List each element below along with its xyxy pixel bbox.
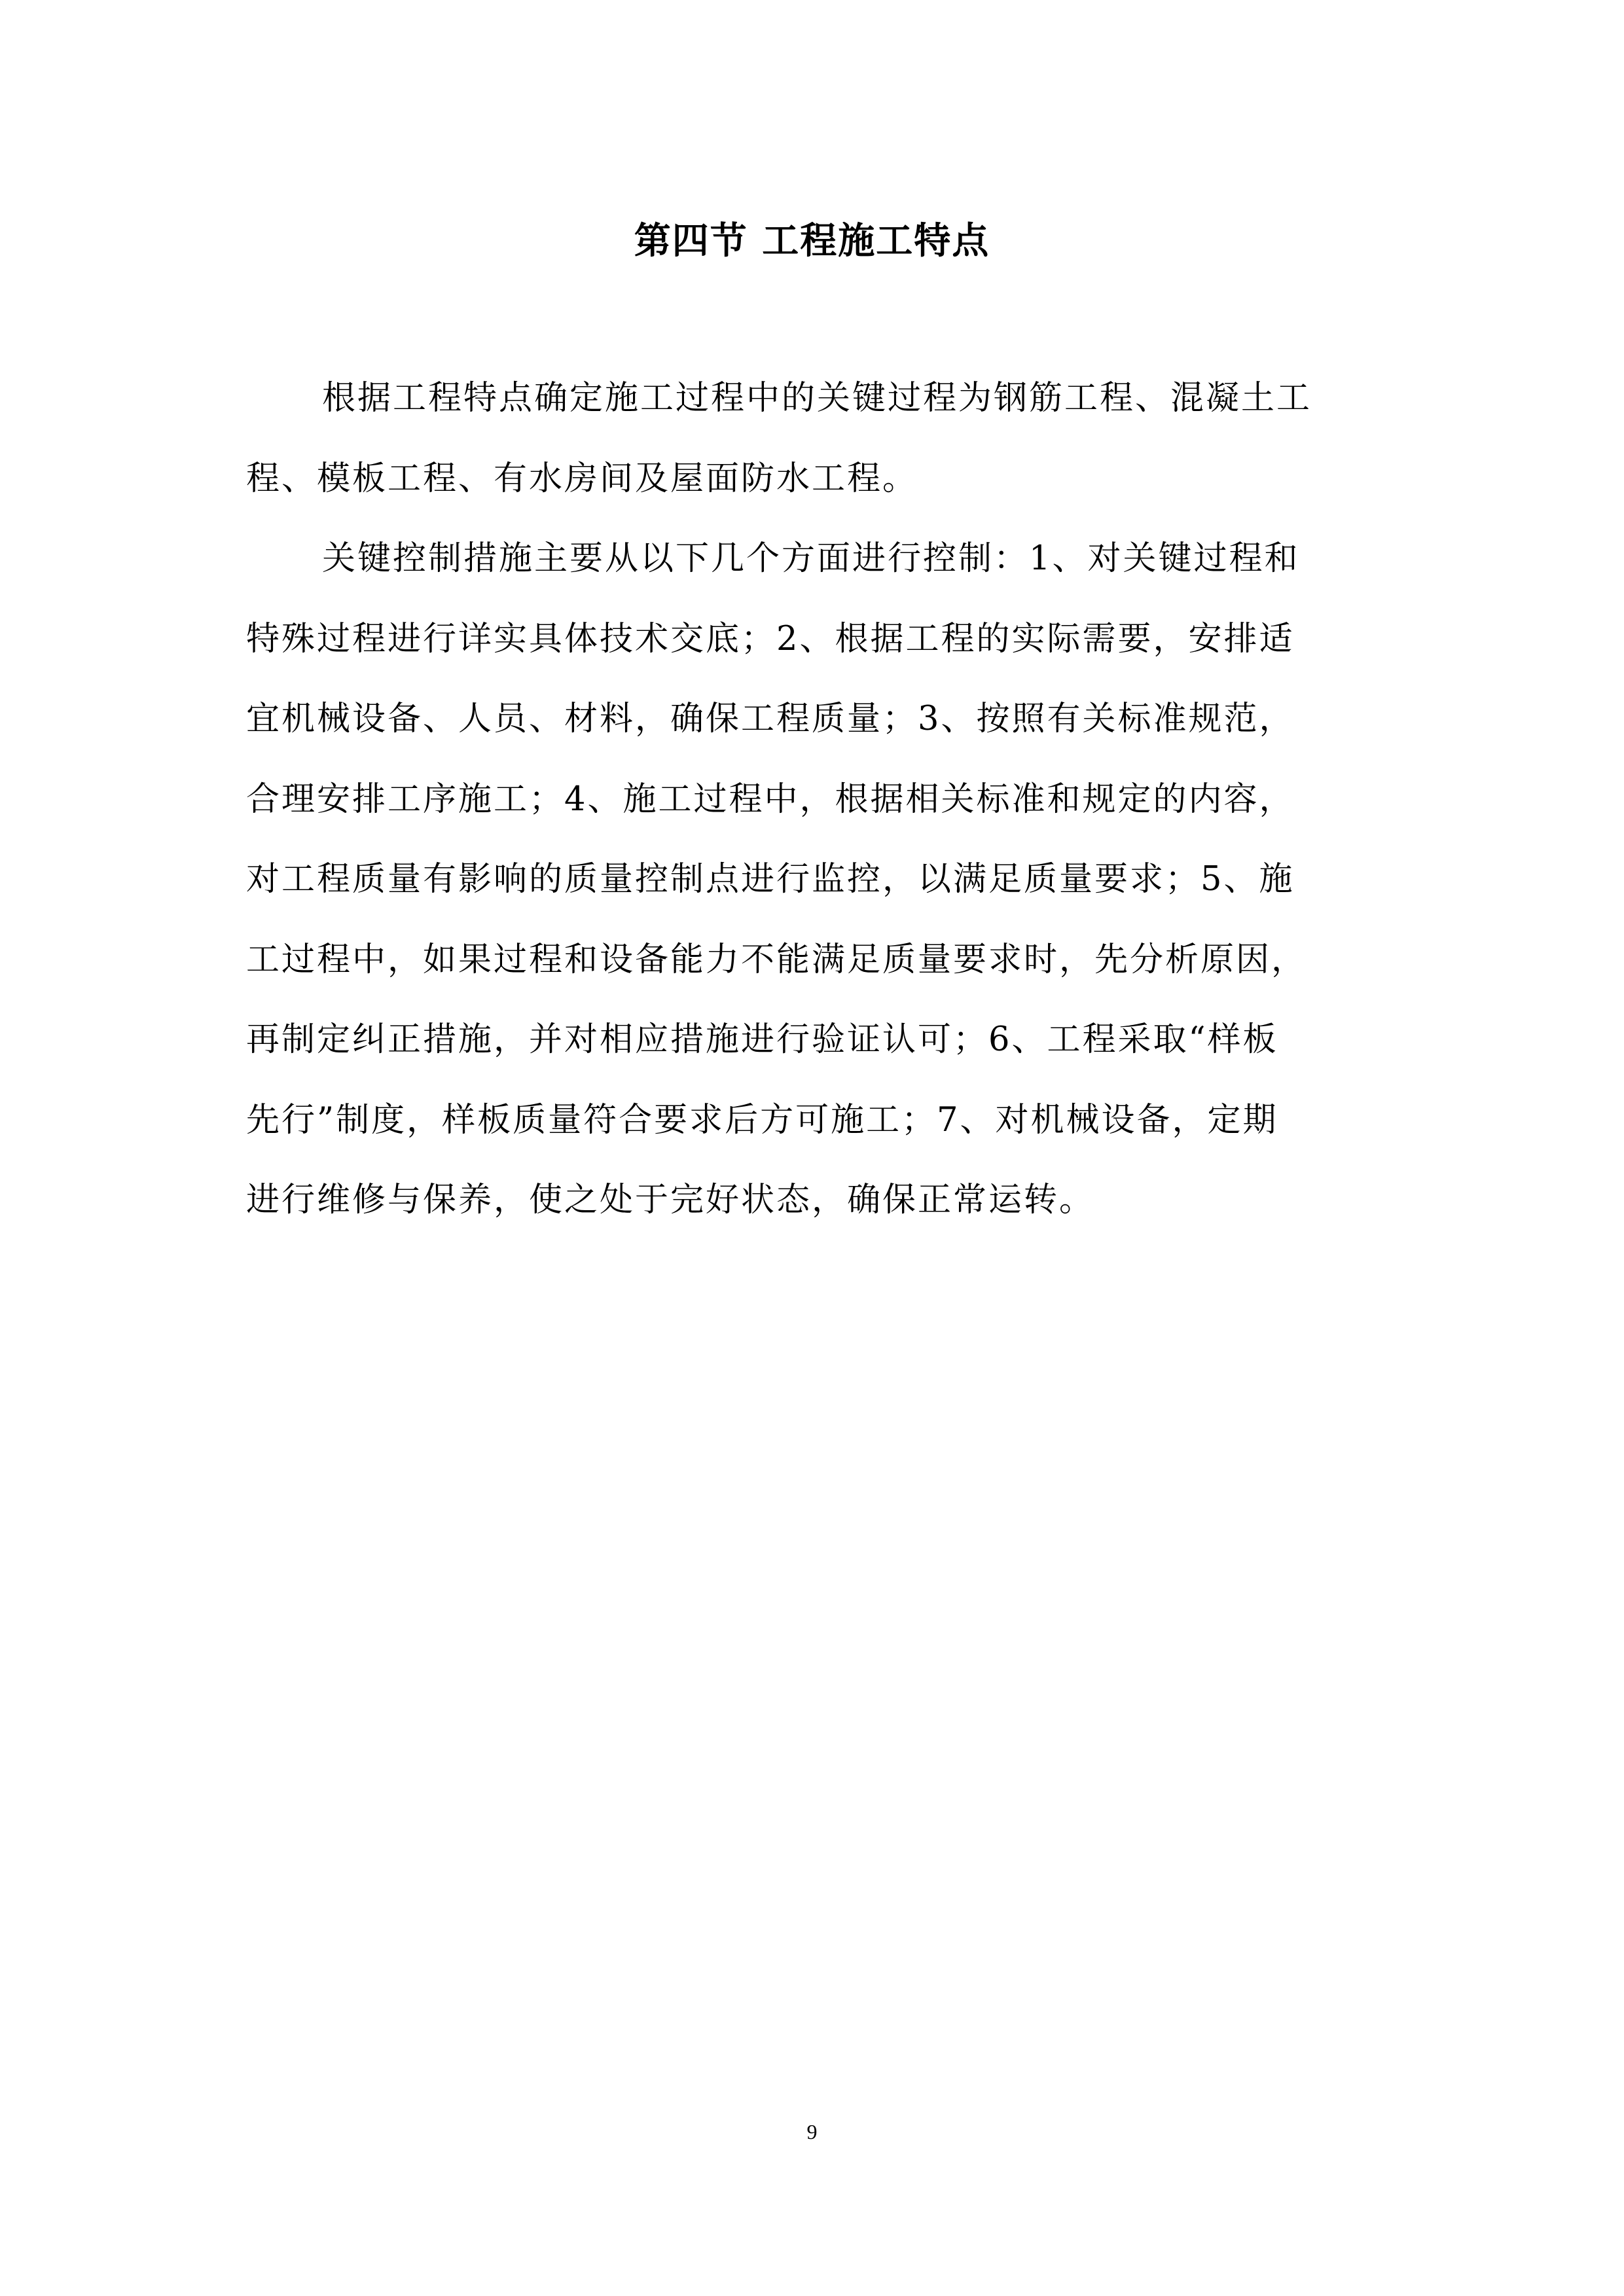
paragraph-2 <box>246 519 1385 1241</box>
text-line: 特殊过程进行详实具体技术交底；2、根据工程的实际需要，安排适 <box>246 619 1295 658</box>
text-line: 先行”制度，样板质量符合要求后方可施工；7、对机械设备，定期 <box>246 1100 1278 1139</box>
text-line: 进行维修与保养，使之处于完好状态，确保正常运转。 <box>246 1181 1095 1219</box>
text-line: 工过程中，如果过程和设备能力不能满足质量要求时，先分析原因， <box>246 940 1307 979</box>
text-line: 根据工程特点确定施工过程中的关键过程为钢筋工程、混凝土工 <box>322 379 1312 418</box>
text-line: 宜机械设备、人员、材料，确保工程质量；3、按照有关标准规范， <box>246 700 1295 738</box>
paragraph-1 <box>246 359 1385 519</box>
text-line: 合理安排工序施工；4、施工过程中，根据相关标准和规定的内容， <box>246 780 1295 819</box>
body-text <box>246 359 1385 1241</box>
text-line: 程、模板工程、有水房间及屋面防水工程。 <box>246 459 918 498</box>
section-title: 第四节 工程施工特点 <box>634 219 990 262</box>
page-number: 9 <box>806 2120 818 2144</box>
text-line: 对工程质量有影响的质量控制点进行监控，以满足质量要求；5、施 <box>246 860 1295 899</box>
text-line: 关键控制措施主要从以下几个方面进行控制：1、对关键过程和 <box>322 539 1300 578</box>
text-line: 再制定纠正措施，并对相应措施进行验证认可；6、工程采取“样板 <box>246 1020 1278 1059</box>
